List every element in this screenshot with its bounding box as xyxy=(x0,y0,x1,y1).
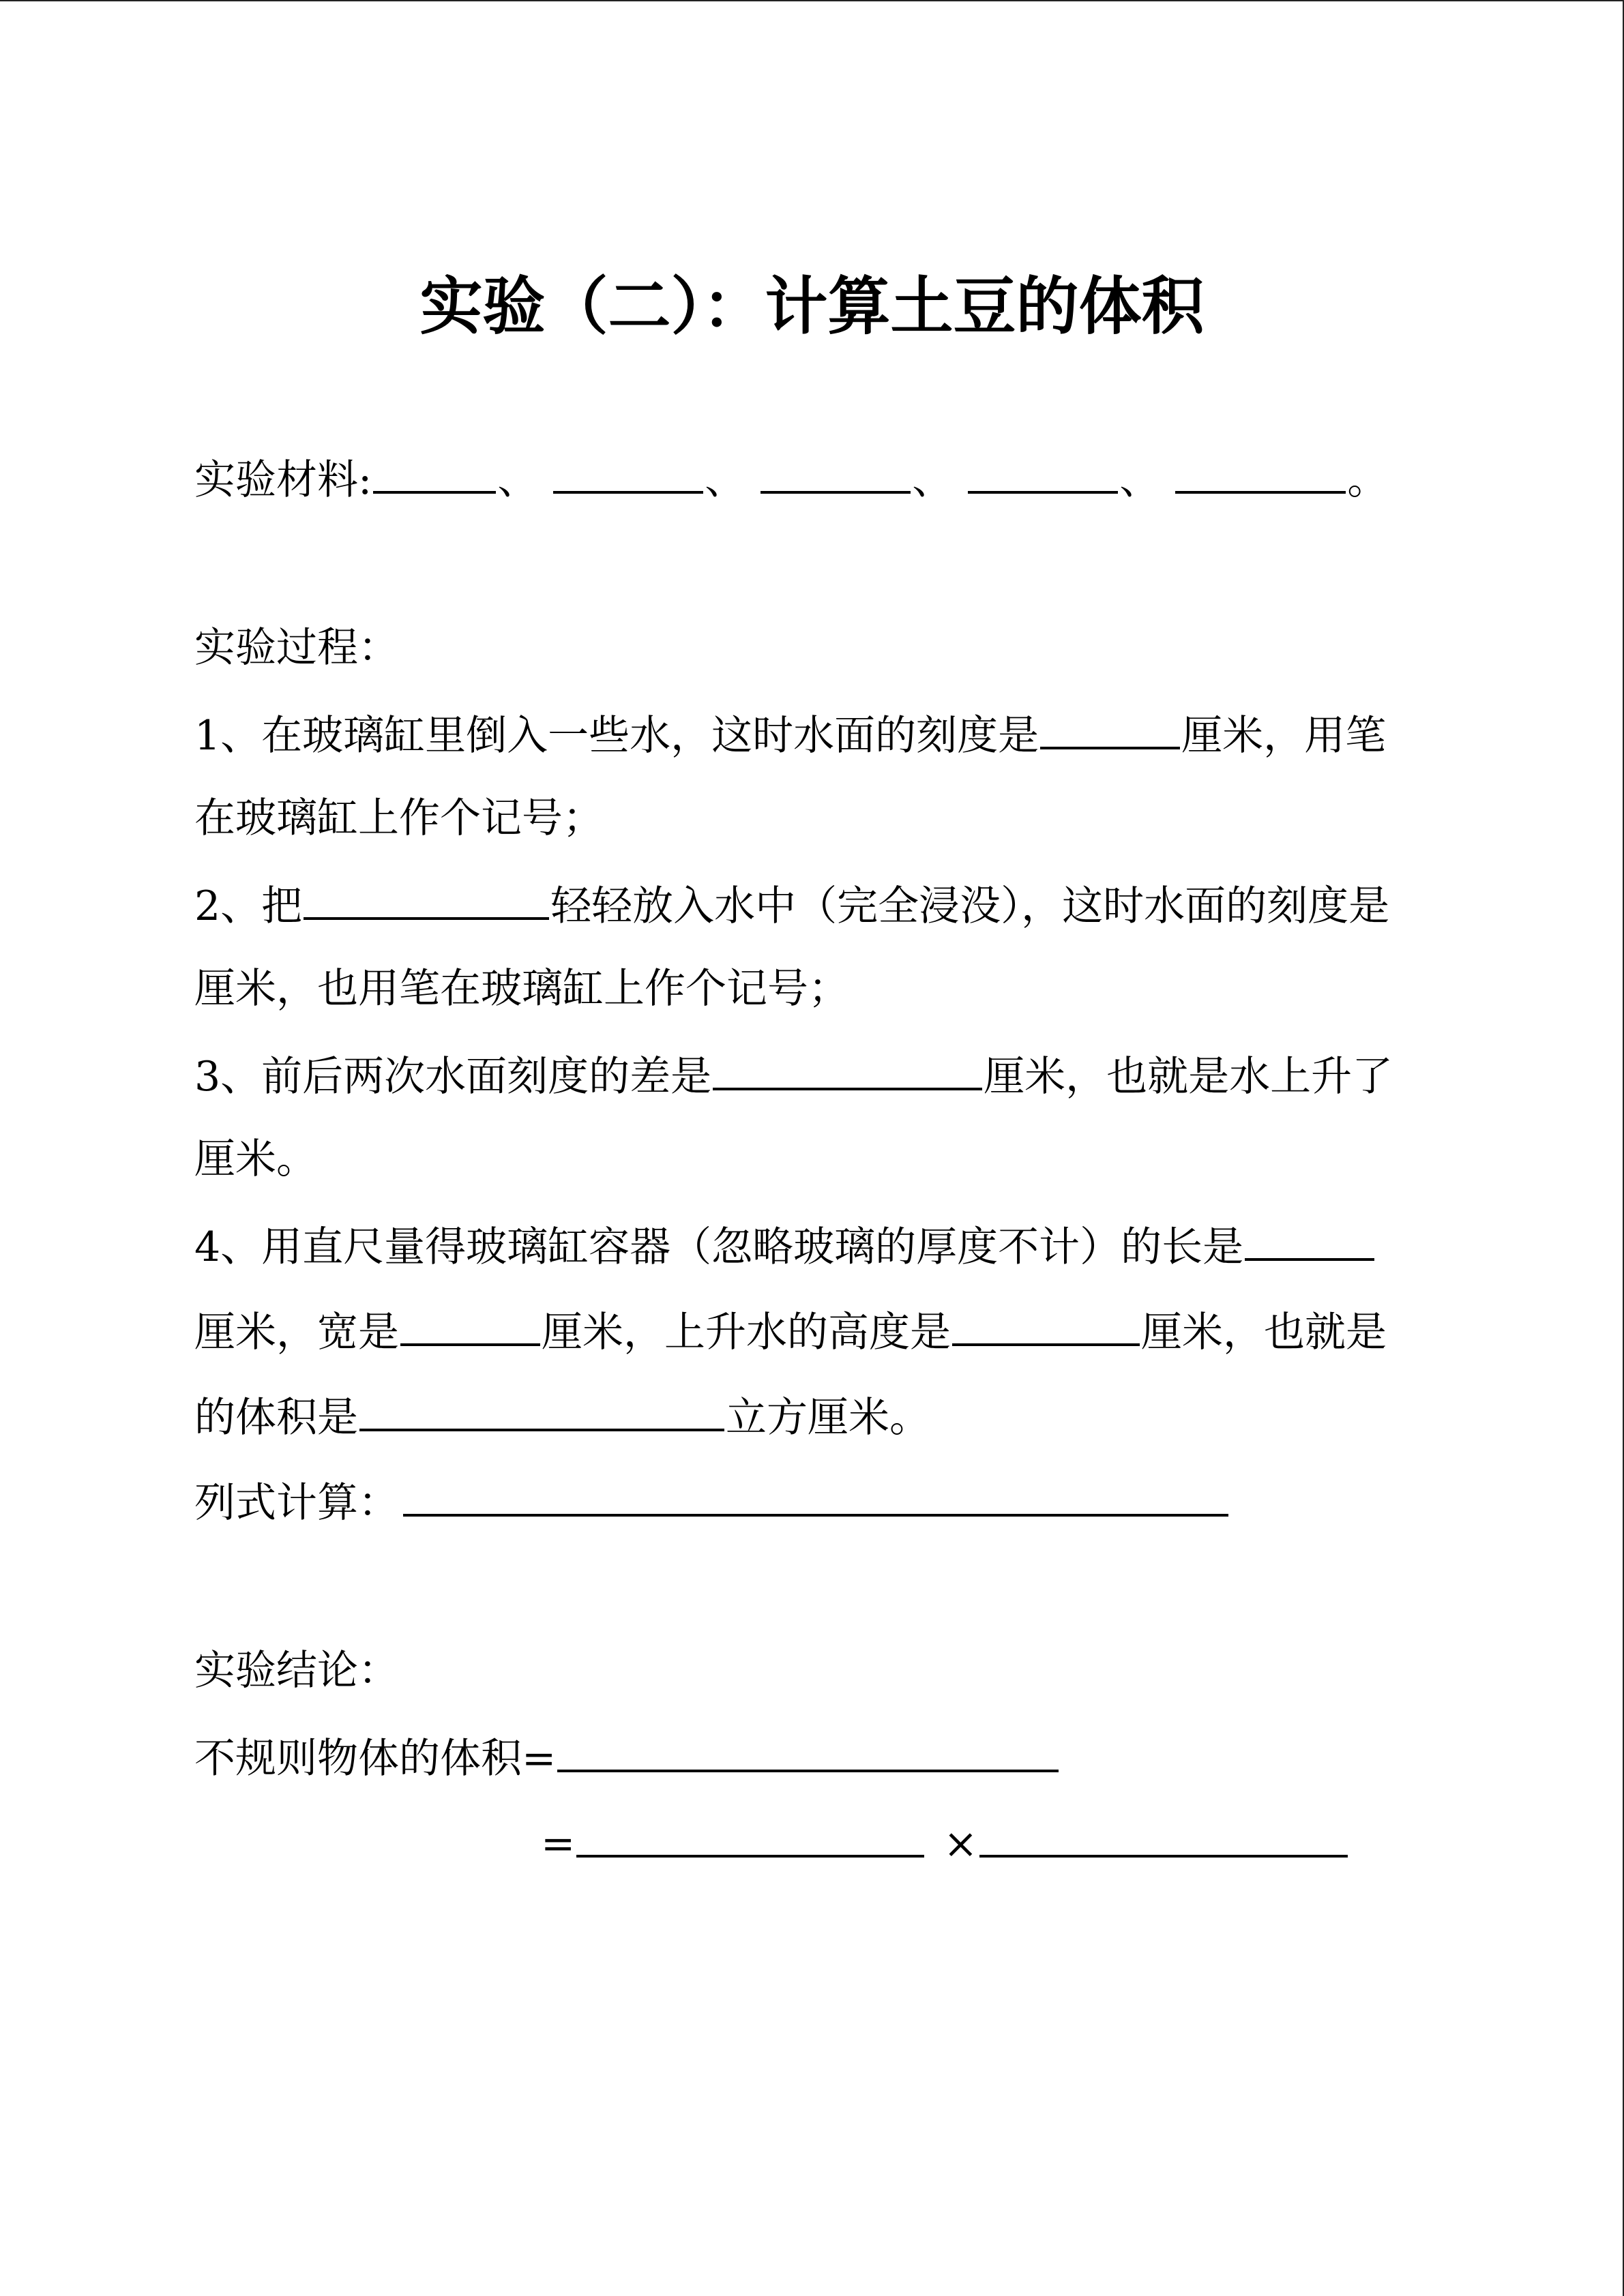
step-4-text-height: 厘米，上升水的高度是 xyxy=(542,1309,951,1356)
step-4-text: 4、用直尺量得玻璃缸容器（忽略玻璃的厚度不计）的长是 xyxy=(194,1223,1244,1271)
material-separator: 、 xyxy=(705,456,746,504)
formula-label: 不规则物体的体积= xyxy=(194,1735,557,1783)
step-1-line-1 xyxy=(194,706,1386,760)
step-3-text-cont: 厘米，也就是水上升了 xyxy=(984,1053,1393,1101)
material-blank-2[interactable] xyxy=(553,450,703,494)
material-blank-1[interactable] xyxy=(373,450,496,494)
material-blank-3[interactable] xyxy=(761,450,911,494)
step-4-line-1 xyxy=(194,1217,1376,1272)
step-4-text-width: 厘米，宽是 xyxy=(194,1309,399,1356)
conclusion-formula-line-1 xyxy=(194,1729,1060,1783)
step-2-line-1 xyxy=(194,876,1389,931)
materials-end: 。 xyxy=(1347,456,1389,504)
step-4-blank-height[interactable] xyxy=(952,1302,1140,1346)
step-4-text-volume: 的体积是 xyxy=(194,1394,358,1442)
step-4-blank-width[interactable] xyxy=(400,1302,540,1346)
formula-blank-factor-2[interactable] xyxy=(979,1814,1348,1858)
material-separator: 、 xyxy=(497,456,539,504)
step-3-line-2: 厘米。 xyxy=(194,1135,317,1183)
step-3-line-1 xyxy=(194,1047,1393,1101)
materials-line xyxy=(194,450,1388,505)
conclusion-heading: 实验结论： xyxy=(194,1647,399,1695)
step-4-text-unit: 立方厘米。 xyxy=(726,1394,930,1442)
page-title: 实验（二）：计算土豆的体积 xyxy=(419,270,1205,343)
equals-sign: = xyxy=(541,1820,576,1868)
formula-blank-factor-1[interactable] xyxy=(576,1814,924,1858)
material-blank-5[interactable] xyxy=(1175,450,1346,494)
calculation-label: 列式计算： xyxy=(194,1479,399,1527)
step-4-text-that-is: 厘米，也就是 xyxy=(1141,1309,1387,1356)
step-3-text: 3、前后两次水面刻度的差是 xyxy=(194,1053,712,1101)
formula-blank-result[interactable] xyxy=(557,1729,1059,1772)
material-separator: 、 xyxy=(912,456,954,504)
step-2-blank-object[interactable] xyxy=(304,876,549,920)
step-3-blank-difference[interactable] xyxy=(713,1047,982,1090)
materials-label: 实验材料: xyxy=(194,456,372,504)
material-separator: 、 xyxy=(1119,456,1161,504)
step-4-line-2 xyxy=(194,1302,1387,1357)
times-sign: × xyxy=(943,1820,978,1868)
step-1-blank-initial-level[interactable] xyxy=(1040,706,1180,749)
step-4-blank-volume[interactable] xyxy=(359,1388,724,1431)
step-2-text-cont: 轻轻放入水中（完全浸没），这时水面的刻度是 xyxy=(550,882,1390,930)
calculation-blank[interactable] xyxy=(403,1473,1228,1517)
material-blank-4[interactable] xyxy=(968,450,1118,494)
conclusion-formula-line-2 xyxy=(541,1814,1349,1868)
step-4-blank-length[interactable] xyxy=(1245,1217,1374,1261)
step-1-text-unit: 厘米，用笔 xyxy=(1181,712,1387,760)
calculation-line xyxy=(194,1473,1230,1527)
step-4-line-3 xyxy=(194,1388,930,1442)
process-heading: 实验过程： xyxy=(194,624,399,672)
step-1-line-2: 在玻璃缸上作个记号； xyxy=(194,794,604,842)
page-border-top xyxy=(0,0,1624,1)
step-2-text: 2、把 xyxy=(194,882,303,930)
step-2-line-2: 厘米，也用笔在玻璃缸上作个记号； xyxy=(194,965,849,1013)
step-1-text: 1、在玻璃缸里倒入一些水，这时水面的刻度是 xyxy=(194,712,1039,760)
